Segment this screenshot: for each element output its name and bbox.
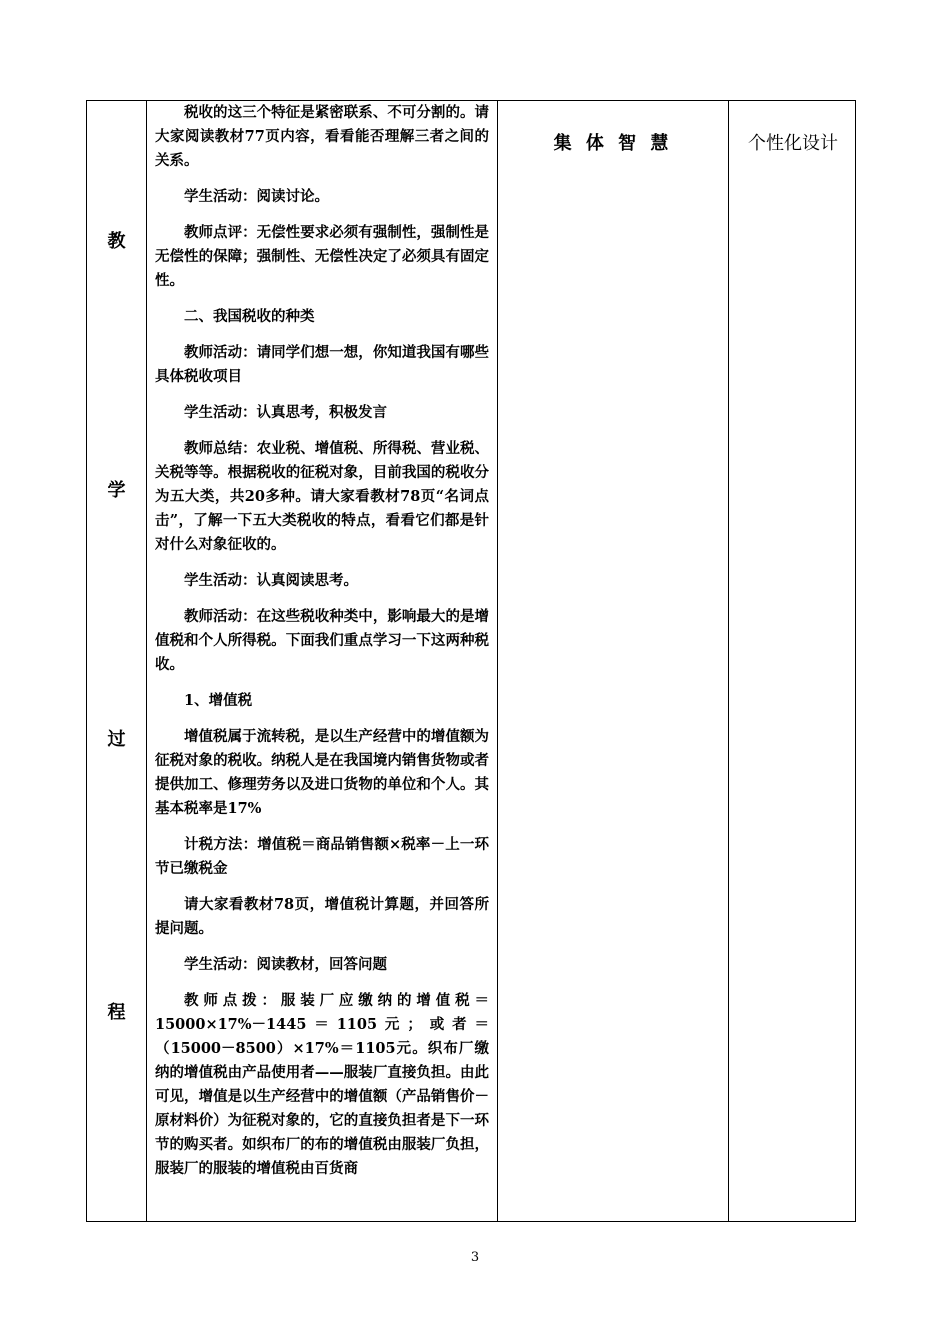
paragraph: 增值税属于流转税，是以生产经营中的增值额为征税对象的税收。纳税人是在我国境内销售货物或者提供加工、修理劳务以及进口货物的单位和个人。其基本税率是17%: [155, 728, 489, 817]
lesson-content: [155, 101, 489, 1189]
column-divider: [497, 101, 498, 1221]
paragraph: 计税方法：增值税＝商品销售额×税率－上一环节已缴税金: [155, 836, 489, 877]
side-label-char: 教: [107, 231, 126, 252]
paragraph: 教师活动：在这些税收种类中，影响最大的是增值税和个人所得税。下面我们重点学习一下这两种税收。: [155, 608, 489, 673]
section-heading: 二、我国税收的种类: [184, 308, 315, 325]
paragraph: 教师总结：农业税、增值税、所得税、营业税、关税等等。根据税收的征税对象，目前我国的税收分为五大类，共20多种。请大家看教材78页“名词点击”，了解一下五大类税收的特点，看看它们都是针对什么对象征收的。: [155, 440, 489, 553]
paragraph: 税收的这三个特征是紧密联系、不可分割的。请大家阅读教材77页内容，看看能否理解三者之间的关系。: [155, 104, 489, 169]
paragraph: 学生活动：认真思考，积极发言: [184, 404, 387, 421]
column-divider: [146, 101, 147, 1221]
side-label-char: 过: [107, 729, 126, 750]
subsection-heading: 1、增值税: [184, 692, 253, 709]
collective-wisdom-header: 集 体 智 慧: [553, 133, 673, 154]
paragraph: 请大家看教材78页，增值税计算题，并回答所提问题。: [155, 896, 489, 937]
lesson-table: [86, 100, 856, 1222]
paragraph: 学生活动：阅读教材，回答问题: [184, 956, 387, 973]
personalized-design-header: 个性化设计: [748, 133, 838, 154]
paragraph: 教师点拨：服装厂应缴纳的增值税＝15000×17%－1445＝1105元；或者＝（15000－8500）×17%＝1105元。织布厂缴纳的增值税由产品使用者——服装厂直接负担。由此可见，增值是以生产经营中的增值额（产品销售价－原材料价）为征税对象的，它的直接负担者是下一环节的购买者。如织布厂的布的增值税由服装厂负担，服装厂的服装的增值税由百货商: [155, 992, 489, 1177]
side-label-char: 学: [107, 480, 126, 501]
paragraph: 教师点评：无偿性要求必须有强制性，强制性是无偿性的保障；强制性、无偿性决定了必须具有固定性。: [155, 224, 489, 289]
column-divider: [728, 101, 729, 1221]
paragraph: 学生活动：阅读讨论。: [184, 188, 329, 205]
side-label-char: 程: [107, 1002, 126, 1023]
paragraph: 教师活动：请同学们想一想，你知道我国有哪些具体税收项目: [155, 344, 489, 385]
paragraph: 学生活动：认真阅读思考。: [184, 572, 358, 589]
page-number: 3: [470, 1250, 480, 1265]
